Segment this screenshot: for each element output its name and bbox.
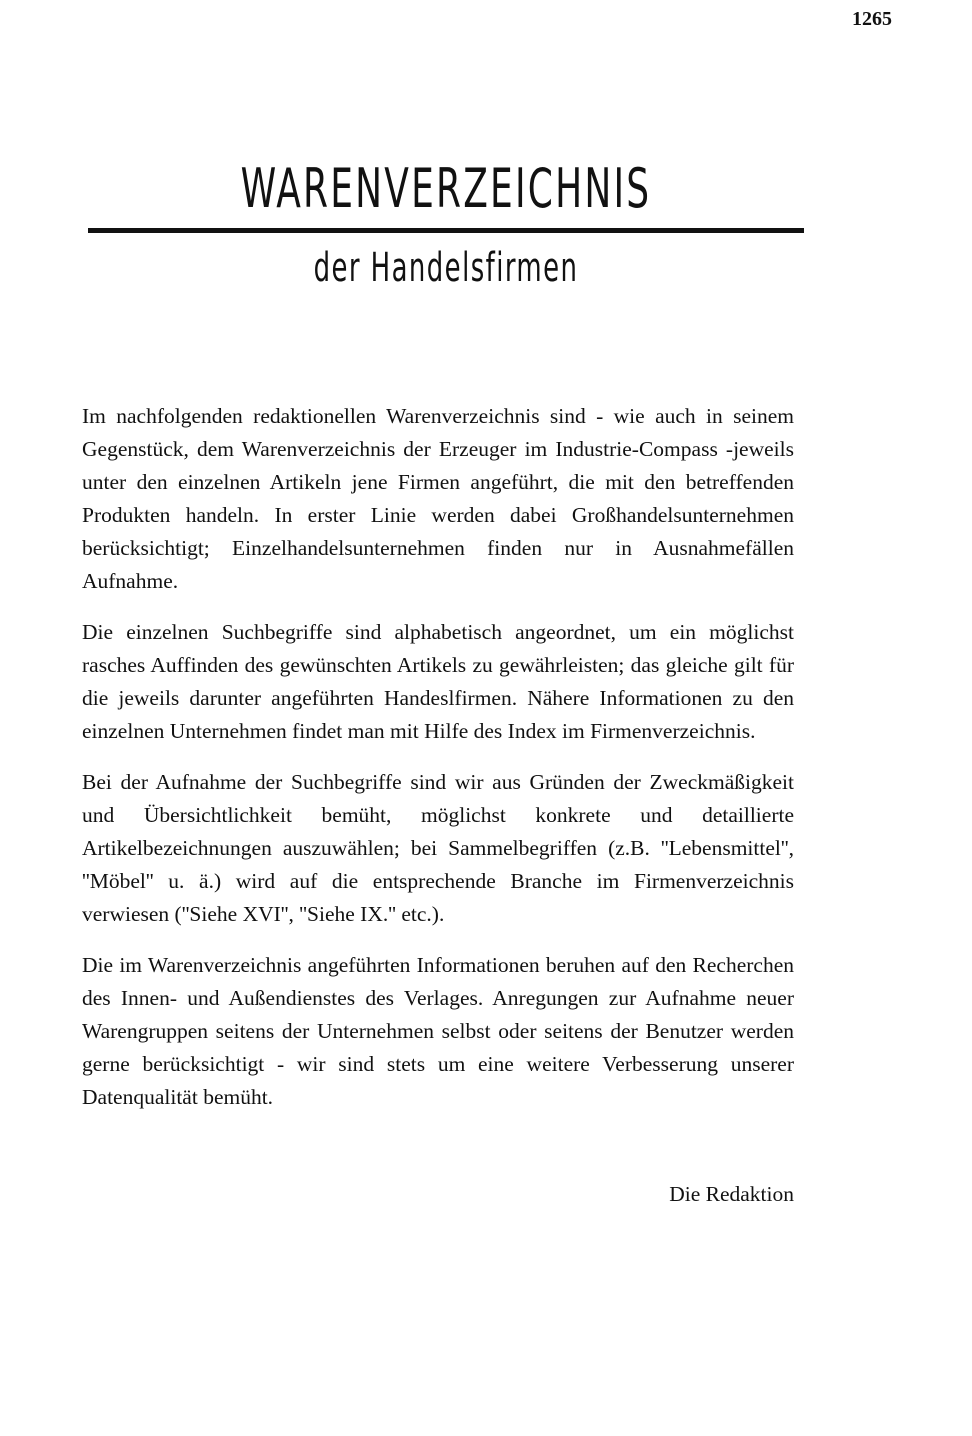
- paragraph: Bei der Aufnahme der Suchbegriffe sind wir aus Gründen der Zweckmäßigkeit und Übersichtlichkeit bemüht, möglichst konkrete und detaillierte Artikelbezeichnungen auszuwählen; bei Sammelbegriffen (z.B. ''Lebensmittel'', ''Möbel'' u. ä.) wird auf die entsprechende Branche im Firmenverzeichnis verwiesen (''Siehe XVI'', ''Siehe IX.'' etc.).: [82, 770, 794, 926]
- page-title: WARENVERZEICHNIS: [240, 157, 652, 220]
- paragraph: Die einzelnen Suchbegriffe sind alphabetisch angeordnet, um ein möglichst rasches Auffinden des gewünschten Artikels zu gewährleisten; das gleiche gilt für die jeweils darunter angeführten Handeslfirmen. Nähere Informationen zu den einzelnen Unternehmen findet man mit Hilfe des Index im Firmenverzeichnis.: [82, 620, 794, 743]
- paragraph: Im nachfolgenden redaktionellen Warenverzeichnis sind - wie auch in seinem Gegenstück, dem Warenverzeichnis der Erzeuger im Industrie-Compass -jeweils unter den einzelnen Artikeln jene Firmen angeführt, die mit den betreffenden Produkten handeln. In erster Linie werden dabei Großhandelsunternehmen berücksichtigt; Einzelhandelsunternehmen finden nur in Ausnahmefällen Aufnahme.: [82, 404, 794, 593]
- page-subtitle: der Handelsfirmen: [313, 245, 579, 291]
- page-number: 1265: [852, 8, 892, 30]
- body-text: [82, 400, 794, 1132]
- title-rule: [88, 228, 804, 233]
- signature: Die Redaktion: [669, 1182, 794, 1206]
- paragraph: Die im Warenverzeichnis angeführten Informationen beruhen auf den Recherchen des Innen- und Außendienstes des Verlages. Anregungen zur Aufnahme neuer Warengruppen seitens der Unternehmen selbst oder seitens der Benutzer werden gerne berücksichtigt - wir sind stets um eine weitere Verbesserung unserer Datenqualität bemüht.: [82, 953, 794, 1109]
